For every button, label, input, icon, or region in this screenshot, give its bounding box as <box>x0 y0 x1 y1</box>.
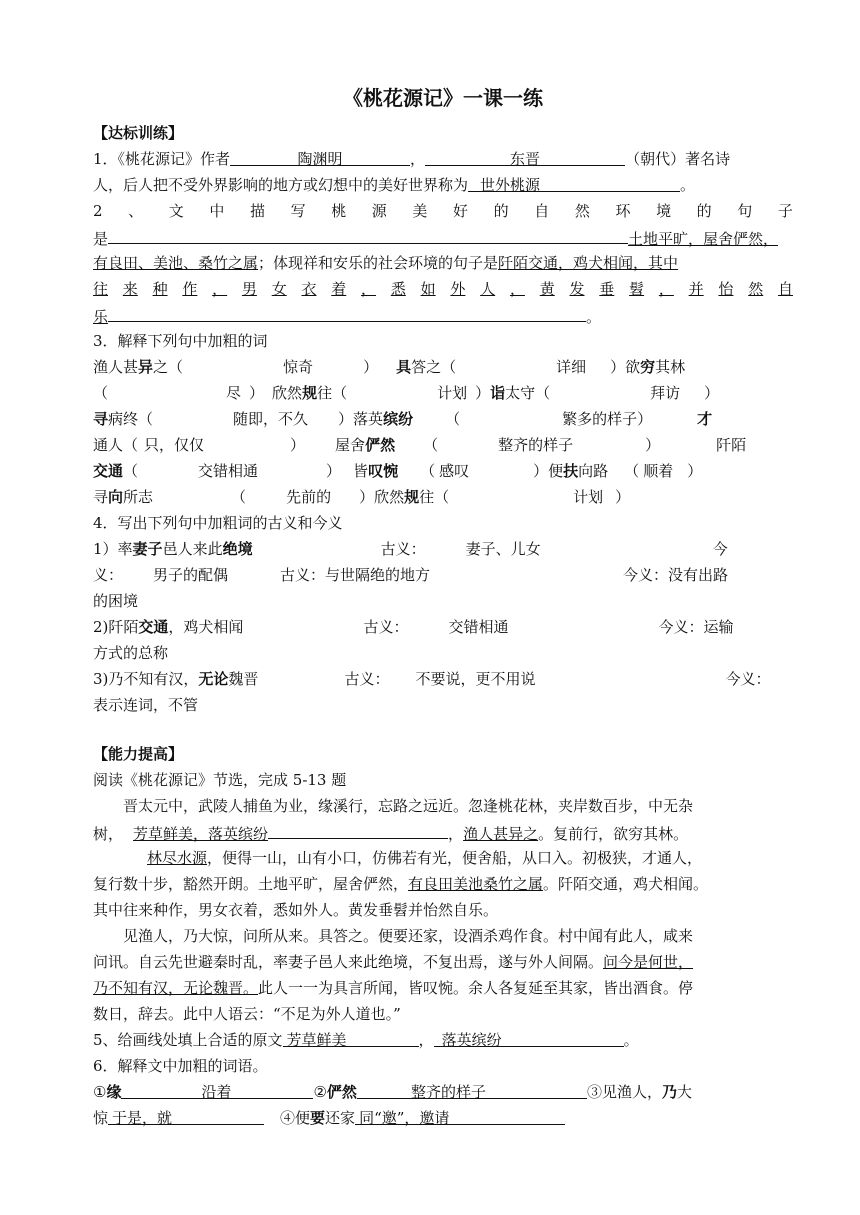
reading-p3-line4: 数日，辞去。此中人语云：“不足为外人道也。” <box>93 1005 401 1023</box>
reading-underlined: 渔人甚异之 <box>463 825 539 843</box>
q3-row5 <box>93 460 793 482</box>
q2-answer-char: 外 <box>450 280 466 298</box>
q2-char: 美 <box>412 202 428 220</box>
q3-row1 <box>93 356 793 378</box>
q2-answer-char: ， <box>509 280 525 298</box>
q3-answer: 感叹 <box>439 462 470 480</box>
q3-text: 寻 <box>93 488 109 506</box>
reading-underlined: 林尽水源 <box>147 849 208 867</box>
q4-item1-line3: 的困境 <box>93 592 139 610</box>
reading-intro: 阅读《桃花源记》节选，完成 5-13 题 <box>93 771 347 789</box>
q4-bold-word: 妻子 <box>132 540 163 558</box>
reading-underlined: ，落英缤纷 <box>193 825 269 843</box>
q4-answer: ，更不用说 <box>460 670 536 688</box>
reading-text: 问讯。自云先世避秦时乱，率妻子邑人来此绝境，不复出焉，遂与外人间隔。 <box>93 953 604 971</box>
q4-text: 3)乃不知有汉， <box>93 670 199 688</box>
reading-underlined: 问今是何世， <box>603 953 694 971</box>
q1-line2 <box>93 174 793 196</box>
q3-text: 所志 <box>123 488 154 506</box>
q4-answer: 男子的配偶 <box>153 566 229 584</box>
reading-underlined: 乃不知有汉，无论魏晋。 <box>93 979 259 997</box>
q4-bold-word: 无论 <box>198 670 229 688</box>
q3-row6 <box>93 486 793 508</box>
reading-p3-line2 <box>93 951 793 973</box>
q4-label: 义： <box>93 566 124 584</box>
q2-char: 描 <box>249 202 265 220</box>
q2-answer-char: 髫 <box>629 280 645 298</box>
q2-char: 的 <box>493 202 509 220</box>
reading-blank <box>268 821 448 839</box>
page-title: 《桃花源记》一课一练 <box>343 86 543 110</box>
q6-text: ① <box>93 1083 107 1101</box>
q3-answer: 详细 <box>556 358 587 376</box>
q4-item2-line1 <box>93 616 793 638</box>
q1-suffix: （朝代）著名诗 <box>625 150 731 168</box>
section-heading-training: 【达标训练】 <box>93 124 184 142</box>
q3-text: （ <box>93 384 109 402</box>
q5-text: ， <box>418 1031 434 1049</box>
q4-answer: 不要说 <box>415 670 461 688</box>
q3-text: ） <box>645 436 661 454</box>
q6-row1 <box>93 1081 793 1103</box>
q2-char: 源 <box>371 202 387 220</box>
q2-line5 <box>93 304 793 328</box>
reading-p2-line1 <box>93 847 847 869</box>
q3-bold-word: 扶 <box>563 462 579 480</box>
q5-text: 5、给画线处填上合适的原文 <box>93 1031 283 1049</box>
q3-row4 <box>93 434 793 456</box>
q3-text: ） <box>615 488 631 506</box>
q2-answer-char: ， <box>658 280 674 298</box>
q3-text: 病终（ <box>108 410 154 428</box>
q2-answer-char: 作 <box>182 280 198 298</box>
q4-answer: 古义：与世隔绝的地方 <box>280 566 431 584</box>
q3-text: ） <box>687 462 703 480</box>
q1-answer-world: 世外桃源 <box>468 174 680 192</box>
q4-item3-line1 <box>93 668 793 690</box>
q3-bold-word: 交通 <box>93 462 124 480</box>
q3-text: 欣然 <box>272 384 303 402</box>
q3-text: ）便 <box>533 462 564 480</box>
q2-char: 2 <box>93 202 103 220</box>
reading-text: 此人一一为具言所闻，皆叹惋。余人各复延至其家，皆出酒食。停 <box>258 979 694 997</box>
reading-p3-line1: 见渔人，乃大惊，问所从来。具答之。便要还家，设酒杀鸡作食。村中闻有此人，咸来 <box>123 927 694 945</box>
q5-answer2: 落英缤纷 <box>434 1029 624 1047</box>
q1-prefix: 1．《桃花源记》作者 <box>93 150 231 168</box>
q3-row3 <box>93 408 793 430</box>
q2-answer-char: 人 <box>480 280 496 298</box>
q3-heading: 3．解释下列句中加粗的词 <box>93 332 268 350</box>
q6-row2 <box>93 1107 793 1129</box>
q3-bold-word: 俨然 <box>365 436 396 454</box>
q3-text: 其林 <box>655 358 686 376</box>
reading-text: ， <box>448 825 464 843</box>
q2-line3-text: ；体现祥和安乐的社会环境的句子是 <box>258 254 499 272</box>
q2-answer-char: ， <box>361 280 377 298</box>
q3-bold-word: 寻 <box>93 410 109 428</box>
q2-answer-end: 乐 <box>93 308 109 326</box>
q6-heading: 6．解释文中加粗的词语。 <box>93 1057 268 1075</box>
q2-char: 子 <box>777 202 793 220</box>
q3-answer: 计划 <box>573 488 604 506</box>
q4-label: 今义： <box>725 670 771 688</box>
reading-p2-line3: 其中往来种作，男女衣着，悉如外人。黄发垂髫并怡然自乐。 <box>93 901 499 919</box>
q3-text: ） <box>326 462 342 480</box>
q3-text: （ <box>123 462 139 480</box>
q6-text: 大 <box>676 1083 692 1101</box>
q1-answer-author: 陶渊明 <box>230 148 410 166</box>
q3-text: （ <box>420 462 436 480</box>
reading-p2-line2 <box>93 873 793 895</box>
q4-item1-line1 <box>93 538 793 560</box>
q2-answer-char: 发 <box>569 280 585 298</box>
q2-answer-char: 往 <box>93 280 109 298</box>
q4-bold-word: 绝境 <box>222 540 253 558</box>
q2-line1 <box>93 200 793 222</box>
q4-answer: 交错相通 <box>448 618 509 636</box>
q2-char: 然 <box>574 202 590 220</box>
q2-char: 文 <box>168 202 184 220</box>
q1-line1 <box>93 148 793 170</box>
q1-comma: ， <box>410 150 426 168</box>
q2-answer-char: 怡 <box>718 280 734 298</box>
q2-char: 自 <box>534 202 550 220</box>
q3-text: ）欣然 <box>359 488 405 506</box>
q2-answer-char: 来 <box>122 280 138 298</box>
q2-answer-char: 种 <box>152 280 168 298</box>
reading-underlined: 有良田美池桑竹之属 <box>408 875 544 893</box>
q3-answer: 繁多的样子） <box>562 410 653 428</box>
q6-answer: 沿着 <box>121 1081 313 1099</box>
q2-answer-part3: 阡陌交通，鸡犬相闻，其中 <box>498 254 679 272</box>
q2-answer-char: 男 <box>241 280 257 298</box>
q3-text: （ <box>624 462 640 480</box>
q2-answer-char: 并 <box>688 280 704 298</box>
q4-label: 今 <box>712 540 728 558</box>
q2-answer-char: 垂 <box>599 280 615 298</box>
q5-line <box>93 1029 793 1051</box>
q3-row2 <box>93 382 793 404</box>
q4-item2-line2: 方式的总称 <box>93 644 169 662</box>
q3-text: （ <box>445 410 461 428</box>
q3-bold-word: 穷 <box>640 358 656 376</box>
q4-text: 邑人来此 <box>162 540 223 558</box>
q2-answer-char: ， <box>212 280 228 298</box>
q2-line4 <box>93 278 793 300</box>
reading-p3-line3 <box>93 977 793 999</box>
q3-bold-word: 向 <box>108 488 124 506</box>
reading-underlined: 芳草鲜美 <box>133 825 194 843</box>
q3-text: 屋舍 <box>335 436 366 454</box>
q3-answer: 随即，不久 <box>233 410 309 428</box>
q3-bold-word: 规 <box>404 488 420 506</box>
q3-text: 皆 <box>353 462 369 480</box>
q4-text: 魏晋 <box>228 670 259 688</box>
q4-text: 1）率 <box>93 540 133 558</box>
q5-answer1: 芳草鲜美 <box>283 1029 419 1047</box>
q6-bold-word: 要 <box>310 1109 326 1127</box>
q3-text: 往（ <box>317 384 348 402</box>
q3-bold-word: 规 <box>302 384 318 402</box>
reading-text: 复行数十步，豁然开朗。土地平旷，屋舍俨然， <box>93 875 409 893</box>
q4-label: 古义： <box>344 670 390 688</box>
q2-answer-char: 女 <box>271 280 287 298</box>
q2-answer-char: 如 <box>420 280 436 298</box>
q3-bold-word: 才 <box>697 410 713 428</box>
q2-answer-char: 黄 <box>539 280 555 298</box>
reading-text: 。阡陌交通，鸡犬相闻。 <box>543 875 709 893</box>
q2-char: 写 <box>290 202 306 220</box>
q2-char: 、 <box>128 202 144 220</box>
q3-answer: 交错相通 <box>198 462 259 480</box>
q2-char: 好 <box>453 202 469 220</box>
q4-answer: 今义：没有出路 <box>623 566 729 584</box>
q3-text: ） <box>704 384 720 402</box>
q3-bold-word: 诣 <box>490 384 506 402</box>
q6-answer: 于是，就 <box>108 1107 264 1125</box>
q3-answer: 只，仅仅 <box>144 436 205 454</box>
q2-line2-prefix: 是 <box>93 230 109 248</box>
q3-text: 之（ <box>153 358 184 376</box>
q2-char: 的 <box>696 202 712 220</box>
section-heading-improvement: 【能力提高】 <box>93 745 184 763</box>
q6-text: ② <box>313 1083 327 1101</box>
q3-text: 阡陌 <box>716 436 747 454</box>
q3-text: （ <box>231 488 247 506</box>
q3-text: ） <box>249 384 265 402</box>
q3-answer: 整齐的样子 <box>498 436 574 454</box>
q6-text: ④便 <box>280 1109 311 1127</box>
q4-text: 2)阡陌 <box>93 618 139 636</box>
q3-text: 往（ <box>419 488 450 506</box>
q4-bold-word: 交通 <box>138 618 169 636</box>
q3-text: 通人（ <box>93 436 139 454</box>
q3-text: ） <box>290 436 306 454</box>
q3-text: ）落英 <box>338 410 384 428</box>
q2-char: 桃 <box>331 202 347 220</box>
q6-text: ③见渔人， <box>586 1083 662 1101</box>
q3-answer: 惊奇 <box>283 358 314 376</box>
q5-text: 。 <box>623 1031 639 1049</box>
q3-text: 太守（ <box>505 384 551 402</box>
q3-bold-word: 具 <box>396 358 412 376</box>
q2-answer-part1: 土地平旷，屋舍俨然， <box>628 230 779 248</box>
q2-line3 <box>93 252 793 274</box>
q6-text: 惊 <box>93 1109 109 1127</box>
q3-answer: 拜访 <box>650 384 681 402</box>
q4-label: 古义： <box>363 618 409 636</box>
q6-bold-word: 乃 <box>661 1083 677 1101</box>
q3-text: ） <box>475 384 491 402</box>
q3-text: 向路 <box>578 462 609 480</box>
q4-answer: 今义：运输 <box>658 618 734 636</box>
q3-bold-word: 缤纷 <box>383 410 414 428</box>
q2-answer-part2: 有良田、美池、桑竹之属 <box>93 254 259 272</box>
reading-text: 。复前行，欲穷其林。 <box>538 825 689 843</box>
q2-answer-char: 然 <box>748 280 764 298</box>
q2-line5-end: 。 <box>586 308 602 326</box>
q6-bold-word: 俨然 <box>326 1083 357 1101</box>
q3-text: 答之（ <box>411 358 457 376</box>
q2-answer-char: 悉 <box>390 280 406 298</box>
q1-answer-dynasty: 东晋 <box>425 148 625 166</box>
q3-bold-word: 异 <box>138 358 154 376</box>
q4-text: ，鸡犬相闻 <box>168 618 244 636</box>
q3-text: ） <box>363 358 379 376</box>
reading-p1-line1: 晋太元中，武陵人捕鱼为业，缘溪行，忘路之远近。忽逢桃花林，夹岸数百步，中无杂 <box>123 797 694 815</box>
q6-text: 还家 <box>325 1109 356 1127</box>
q1-line2-text: 人，后人把不受外界影响的地方或幻想中的美好世界称为 <box>93 176 469 194</box>
q2-char: 中 <box>209 202 225 220</box>
q3-text: ）欲 <box>610 358 641 376</box>
q2-char: 环 <box>615 202 631 220</box>
q3-answer: 尽 <box>226 384 242 402</box>
q2-char: 境 <box>656 202 672 220</box>
q3-text: （ <box>423 436 439 454</box>
q4-answer: 妻子、儿女 <box>465 540 541 558</box>
q3-bold-word: 叹惋 <box>368 462 399 480</box>
q2-answer-char: 自 <box>777 280 793 298</box>
reading-p1-line2 <box>93 821 793 845</box>
q2-char: 句 <box>737 202 753 220</box>
q3-answer: 计划 <box>437 384 468 402</box>
q3-answer: 先前的 <box>286 488 332 506</box>
reading-text: ，便得一山，山有小口，仿佛若有光，便舍船，从口入。初极狭，才通人， <box>207 849 703 867</box>
q2-line2 <box>93 226 793 250</box>
q4-item3-line2: 表示连词，不管 <box>93 696 199 714</box>
q4-item1-line2 <box>93 564 793 586</box>
q2-answer-char: 着 <box>331 280 347 298</box>
q4-heading: 4．写出下列句中加粗词的古义和今义 <box>93 514 343 532</box>
q6-bold-word: 缘 <box>106 1083 122 1101</box>
q3-answer: 顺着 <box>643 462 674 480</box>
q4-label: 古义： <box>380 540 426 558</box>
q6-answer: 整齐的样子 <box>357 1081 587 1099</box>
reading-text: 树， <box>93 825 124 843</box>
q3-text: 渔人甚 <box>93 358 139 376</box>
q6-answer: 同“邀”，邀请 <box>355 1107 565 1125</box>
q2-answer-char: 衣 <box>301 280 317 298</box>
q1-line2-end: 。 <box>680 176 696 194</box>
q2-blank-end <box>108 304 586 322</box>
q2-blank <box>108 226 628 244</box>
